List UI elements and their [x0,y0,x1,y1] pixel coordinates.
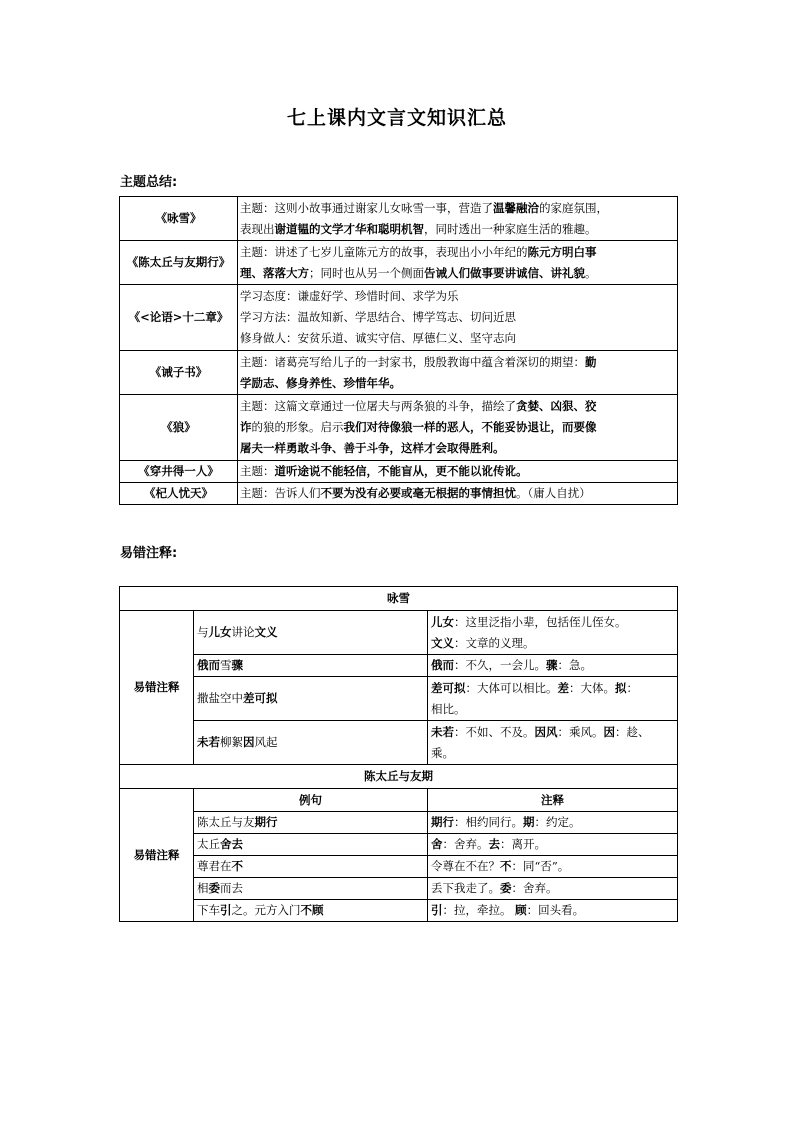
bold-text: 文义 [254,625,278,639]
text-run: ：舍弃。 [442,837,489,851]
theme-row [120,197,678,241]
bold-text: 我们对待像狼一样的恶人，不能妥协退让，而要像 [343,420,597,434]
text-run: ：约定。 [534,815,581,829]
bold-text: 屠夫一样勇敢斗争、善于斗争，这样才会取得胜利。 [240,441,505,455]
text-run: 柳絮 [220,735,243,749]
bold-text: 俄而 [197,658,220,672]
error-notes-table [119,586,678,922]
bold-text: 学励志、修身养性、珍惜年华。 [240,375,401,390]
text-run: 主题：这则小故事通过谢家儿女咏雪一事，营造了 [240,200,493,215]
text-run: 主题：这篇文章通过一位屠夫与两条狼的斗争，描绘了 [240,399,516,413]
bold-text: 不顾 [300,903,324,917]
text-run: ：舍弃。 [511,881,558,895]
bold-text: 文义 [431,635,454,650]
text-run: 下车 [197,903,220,917]
text-run: 修身做人：安贫乐道、诚实守信、厚德仁义、坚守志向 [240,331,516,345]
text-run: 。（庸人自扰） [516,486,591,500]
note-explanation [428,900,678,922]
note-example-sentence [194,655,428,677]
text-run: ：趁、 [615,724,650,739]
bold-text: 委 [208,881,220,895]
theme-work-title: 《陈太丘与友期行》 [120,241,238,285]
text-run: ：这里泛指小辈，包括侄儿侄女。 [454,614,627,629]
note-row [120,721,678,765]
bold-text: 期行 [254,815,278,829]
theme-row [120,395,678,461]
note-explanation [428,611,678,655]
bold-text: 委 [500,881,512,895]
theme-work-title: 《穿井得一人》 [120,461,238,483]
bold-text: 未若 [197,735,220,749]
bold-text: 拟 [615,680,627,695]
theme-summary-label: 主题总结: [120,175,178,190]
notes-section-title: 咏雪 [120,587,678,611]
theme-description [238,197,678,241]
bold-text: 理、落落大方 [240,265,309,280]
bold-text: 差 [557,680,569,695]
text-run: 之。元方入门 [231,903,301,917]
theme-work-title: 《诫子书》 [120,351,238,395]
note-explanation [428,812,678,834]
bold-text: 陈元方明白事 [527,244,597,259]
bold-text: 差可拟 [243,691,278,705]
text-run: ：文章的义理。 [454,635,535,650]
text-run: 主题：讲述了七岁儿童陈元方的故事，表现出小小年纪的 [240,244,528,259]
bold-text: 未若 [431,724,454,739]
bold-text: 儿女 [208,625,232,639]
note-explanation [428,834,678,856]
bold-text: 俄而 [431,658,454,672]
bold-text: 顾 [515,903,527,917]
text-run: ：急。 [557,658,592,672]
note-row [120,611,678,655]
note-example-sentence [194,834,428,856]
text-run: 雪 [220,658,232,672]
text-run: 主题：告诉人们 [240,486,321,500]
text-run: 。 [585,265,597,280]
bold-text: 不要为没有必要或毫无根据的事情担忧 [320,486,516,500]
bold-text: 道听途说不能轻信，不能盲从，更不能以讹传讹。 [274,464,528,478]
text-run: 风起 [254,735,278,749]
bold-text: 贪婪、凶狠、狡 [516,399,597,413]
bold-text: 舍去 [220,837,243,851]
text-run: 的狼的形象。启示 [251,420,344,434]
note-explanation [428,677,678,721]
text-run: ：回头看。 [526,903,585,917]
theme-description [238,395,678,461]
note-explanation [428,856,678,878]
note-example-sentence [194,856,428,878]
note-row [120,900,678,922]
bold-text: 期 [523,815,535,829]
text-run: 陈太丘与友 [197,815,255,829]
note-row [120,677,678,721]
text-run: 主题： [240,464,275,478]
note-row [120,812,678,834]
note-example-sentence [194,900,428,922]
text-run: ：同“否”。 [511,859,570,873]
text-run: ：大体可以相比。 [465,680,558,695]
notes-section-title: 陈太丘与友期 [120,765,678,789]
bold-text: 去 [488,837,500,851]
bold-text: 谢道韫的文学才华和聪明机智 [274,221,424,236]
text-run: ，同时透出一种家庭生活的雅趣。 [424,221,597,236]
text-run: 撒盐空中 [197,691,243,705]
note-example-sentence [194,721,428,765]
bold-text: 因 [603,724,615,739]
notes-side-label: 易错注释 [120,789,194,922]
note-example-sentence [194,677,428,721]
page-title: 七上课内文言文知识汇总 [286,107,507,129]
text-run: 相 [197,881,209,895]
text-run: 主题：诸葛亮写给儿子的一封家书，殷殷教诲中蕴含着深切的期望： [240,354,585,369]
theme-description [238,351,678,395]
text-run: ：乘风。 [557,724,604,739]
text-run: 的家庭氛围， [539,200,608,215]
note-row [120,878,678,900]
note-row [120,655,678,677]
notes-side-label: 易错注释 [120,611,194,765]
bold-text: 勤 [585,354,597,369]
text-run: ：不如、不及。 [454,724,535,739]
theme-description [238,241,678,285]
bold-text: 不 [500,859,512,873]
theme-row [120,461,678,483]
bold-text: 差可拟 [431,680,466,695]
theme-work-title: 《咏雪》 [120,197,238,241]
theme-work-title: 《杞人忧天》 [120,483,238,505]
note-explanation [428,655,678,677]
text-run: 尊君在 [197,859,232,873]
bold-text: 骤 [546,658,558,672]
bold-text: 温馨融洽 [493,200,539,215]
text-run: 丢下我走了。 [431,881,500,895]
bold-text: 引 [220,903,232,917]
note-explanation [428,721,678,765]
bold-text: 舍 [431,837,443,851]
bold-text: 骤 [231,658,243,672]
theme-row [120,241,678,285]
theme-row [120,351,678,395]
note-example-sentence [194,878,428,900]
note-row [120,856,678,878]
text-run: 讲论 [231,625,255,639]
text-run: ： [626,680,638,695]
text-run: ：拉，牵拉。 [442,903,516,917]
bold-text: 儿女 [431,614,454,629]
theme-row [120,285,678,351]
text-run: 表现出 [240,221,275,236]
bold-text: 不 [231,859,243,873]
note-row [120,834,678,856]
text-run: 与 [197,625,209,639]
text-run: ；同时也从另一个侧面 [309,265,424,280]
bold-text: 引 [431,903,443,917]
note-example-sentence [194,812,428,834]
note-example-sentence [194,611,428,655]
text-run: 相比。 [431,701,466,716]
theme-work-title: 《狼》 [120,395,238,461]
notes-section-header-row [120,587,678,611]
text-run: ：不久，一会儿。 [454,658,546,672]
theme-summary-table [119,196,678,505]
theme-description [238,461,678,483]
text-run: 学习态度：谦虚好学、珍惜时间、求学为乐 [240,289,459,303]
theme-work-title: 《<论语>十二章》 [120,285,238,351]
column-header-example: 例句 [194,789,428,812]
bold-text: 因风 [534,724,558,739]
text-run: 学习方法：温故知新、学思结合、博学笃志、切问近思 [240,310,516,324]
theme-row [120,483,678,505]
bold-text: 期行 [431,815,454,829]
column-header-note: 注释 [428,789,678,812]
bold-text: 告诫人们做事要讲诚信、讲礼貌 [424,265,585,280]
theme-description [238,285,678,351]
text-run: 而去 [220,881,243,895]
text-run: ：大体。 [569,680,615,695]
bold-text: 因 [243,735,255,749]
bold-text: 诈 [240,420,252,434]
text-run: 乘。 [431,745,454,760]
theme-description [238,483,678,505]
notes-column-header-row [120,789,678,812]
note-explanation [428,878,678,900]
text-run: ：离开。 [500,837,546,851]
text-run: 令尊在不在？ [431,859,500,873]
error-notes-label: 易错注释: [120,546,178,561]
text-run: 太丘 [197,837,220,851]
notes-section-header-row [120,765,678,789]
text-run: ：相约同行。 [454,815,523,829]
